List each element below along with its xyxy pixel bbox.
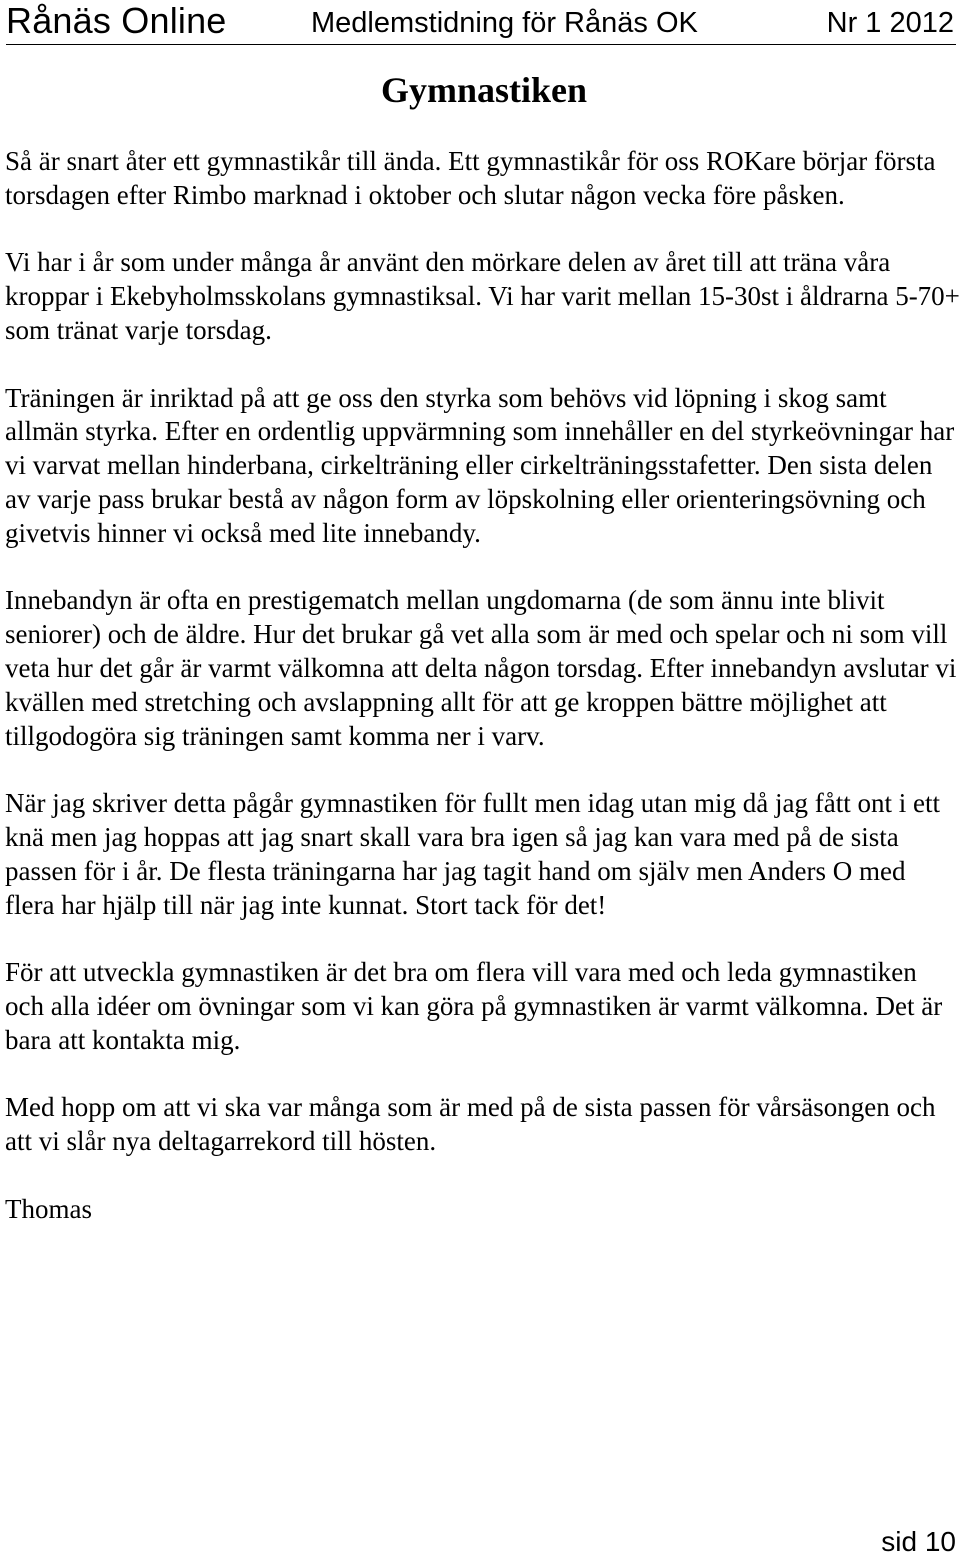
paragraph: Vi har i år som under många år använt den mörkare delen av året till att träna våra kroppar i Ekebyholmsskolans gymnastiksal. Vi har varit mellan 15-30st i åldrarna 5-70+ som tränat varje torsdag. <box>5 247 960 345</box>
paragraph: För att utveckla gymnastiken är det bra om flera vill vara med och leda gymnastiken och alla idéer om övningar som vi kan göra på gymnastiken är varmt välkomna. Det är bara att kontakta mig. <box>5 957 943 1055</box>
paragraph: Innebandyn är ofta en prestigematch mellan ungdomarna (de som ännu inte blivit seniorer) och de äldre. Hur det brukar gå vet alla som är med och spelar och ni som vill veta hur det går är varmt välkomna att delta någon torsdag. Efter innebandyn avslutar vi kvällen med stretching och avslappning allt för att ge kroppen bättre möjlighet att tillgodogöra sig träningen samt komma ner i varv. <box>5 585 957 751</box>
paragraph: Med hopp om att vi ska var många som är med på de sista passen för vårsäsongen och att vi slår nya deltagarrekord till hösten. <box>5 1092 936 1157</box>
issue-number: Nr 1 2012 <box>826 7 954 39</box>
article-body <box>5 145 960 1227</box>
author-signature: Thomas <box>5 1193 92 1224</box>
article-title: Gymnastiken <box>380 70 588 110</box>
site-name: Rånäs Online <box>6 0 227 41</box>
header-subtitle: Medlemstidning för Rånäs OK <box>311 7 698 39</box>
paragraph: Träningen är inriktad på att ge oss den styrka som behövs vid löpning i skog samt allmän styrka. Efter en ordentlig uppvärmning som innehåller en del styrkeövningar har vi varvat mellan hinderbana, cirkelträning eller cirkelträningsstafetter. Den sista delen av varje pass brukar bestå av någon form av löpskolning eller orienteringsövning och givetvis hinner vi också med lite innebandy. <box>5 382 955 548</box>
page-header <box>6 0 956 45</box>
paragraph: När jag skriver detta pågår gymnastiken för fullt men idag utan mig då jag fått ont i ett knä men jag hoppas att jag snart skall vara bra igen så jag kan vara med på de sista passen för i år. De flesta träningarna har jag tagit hand om själv men Anders O med flera har hjälp till när jag inte kunnat. Stort tack för det! <box>5 788 940 920</box>
page-number: sid 10 <box>881 1526 956 1557</box>
paragraph: Så är snart åter ett gymnastikår till ända. Ett gymnastikår för oss ROKare börjar första torsdagen efter Rimbo marknad i oktober och slutar någon vecka före påsken. <box>5 146 936 210</box>
